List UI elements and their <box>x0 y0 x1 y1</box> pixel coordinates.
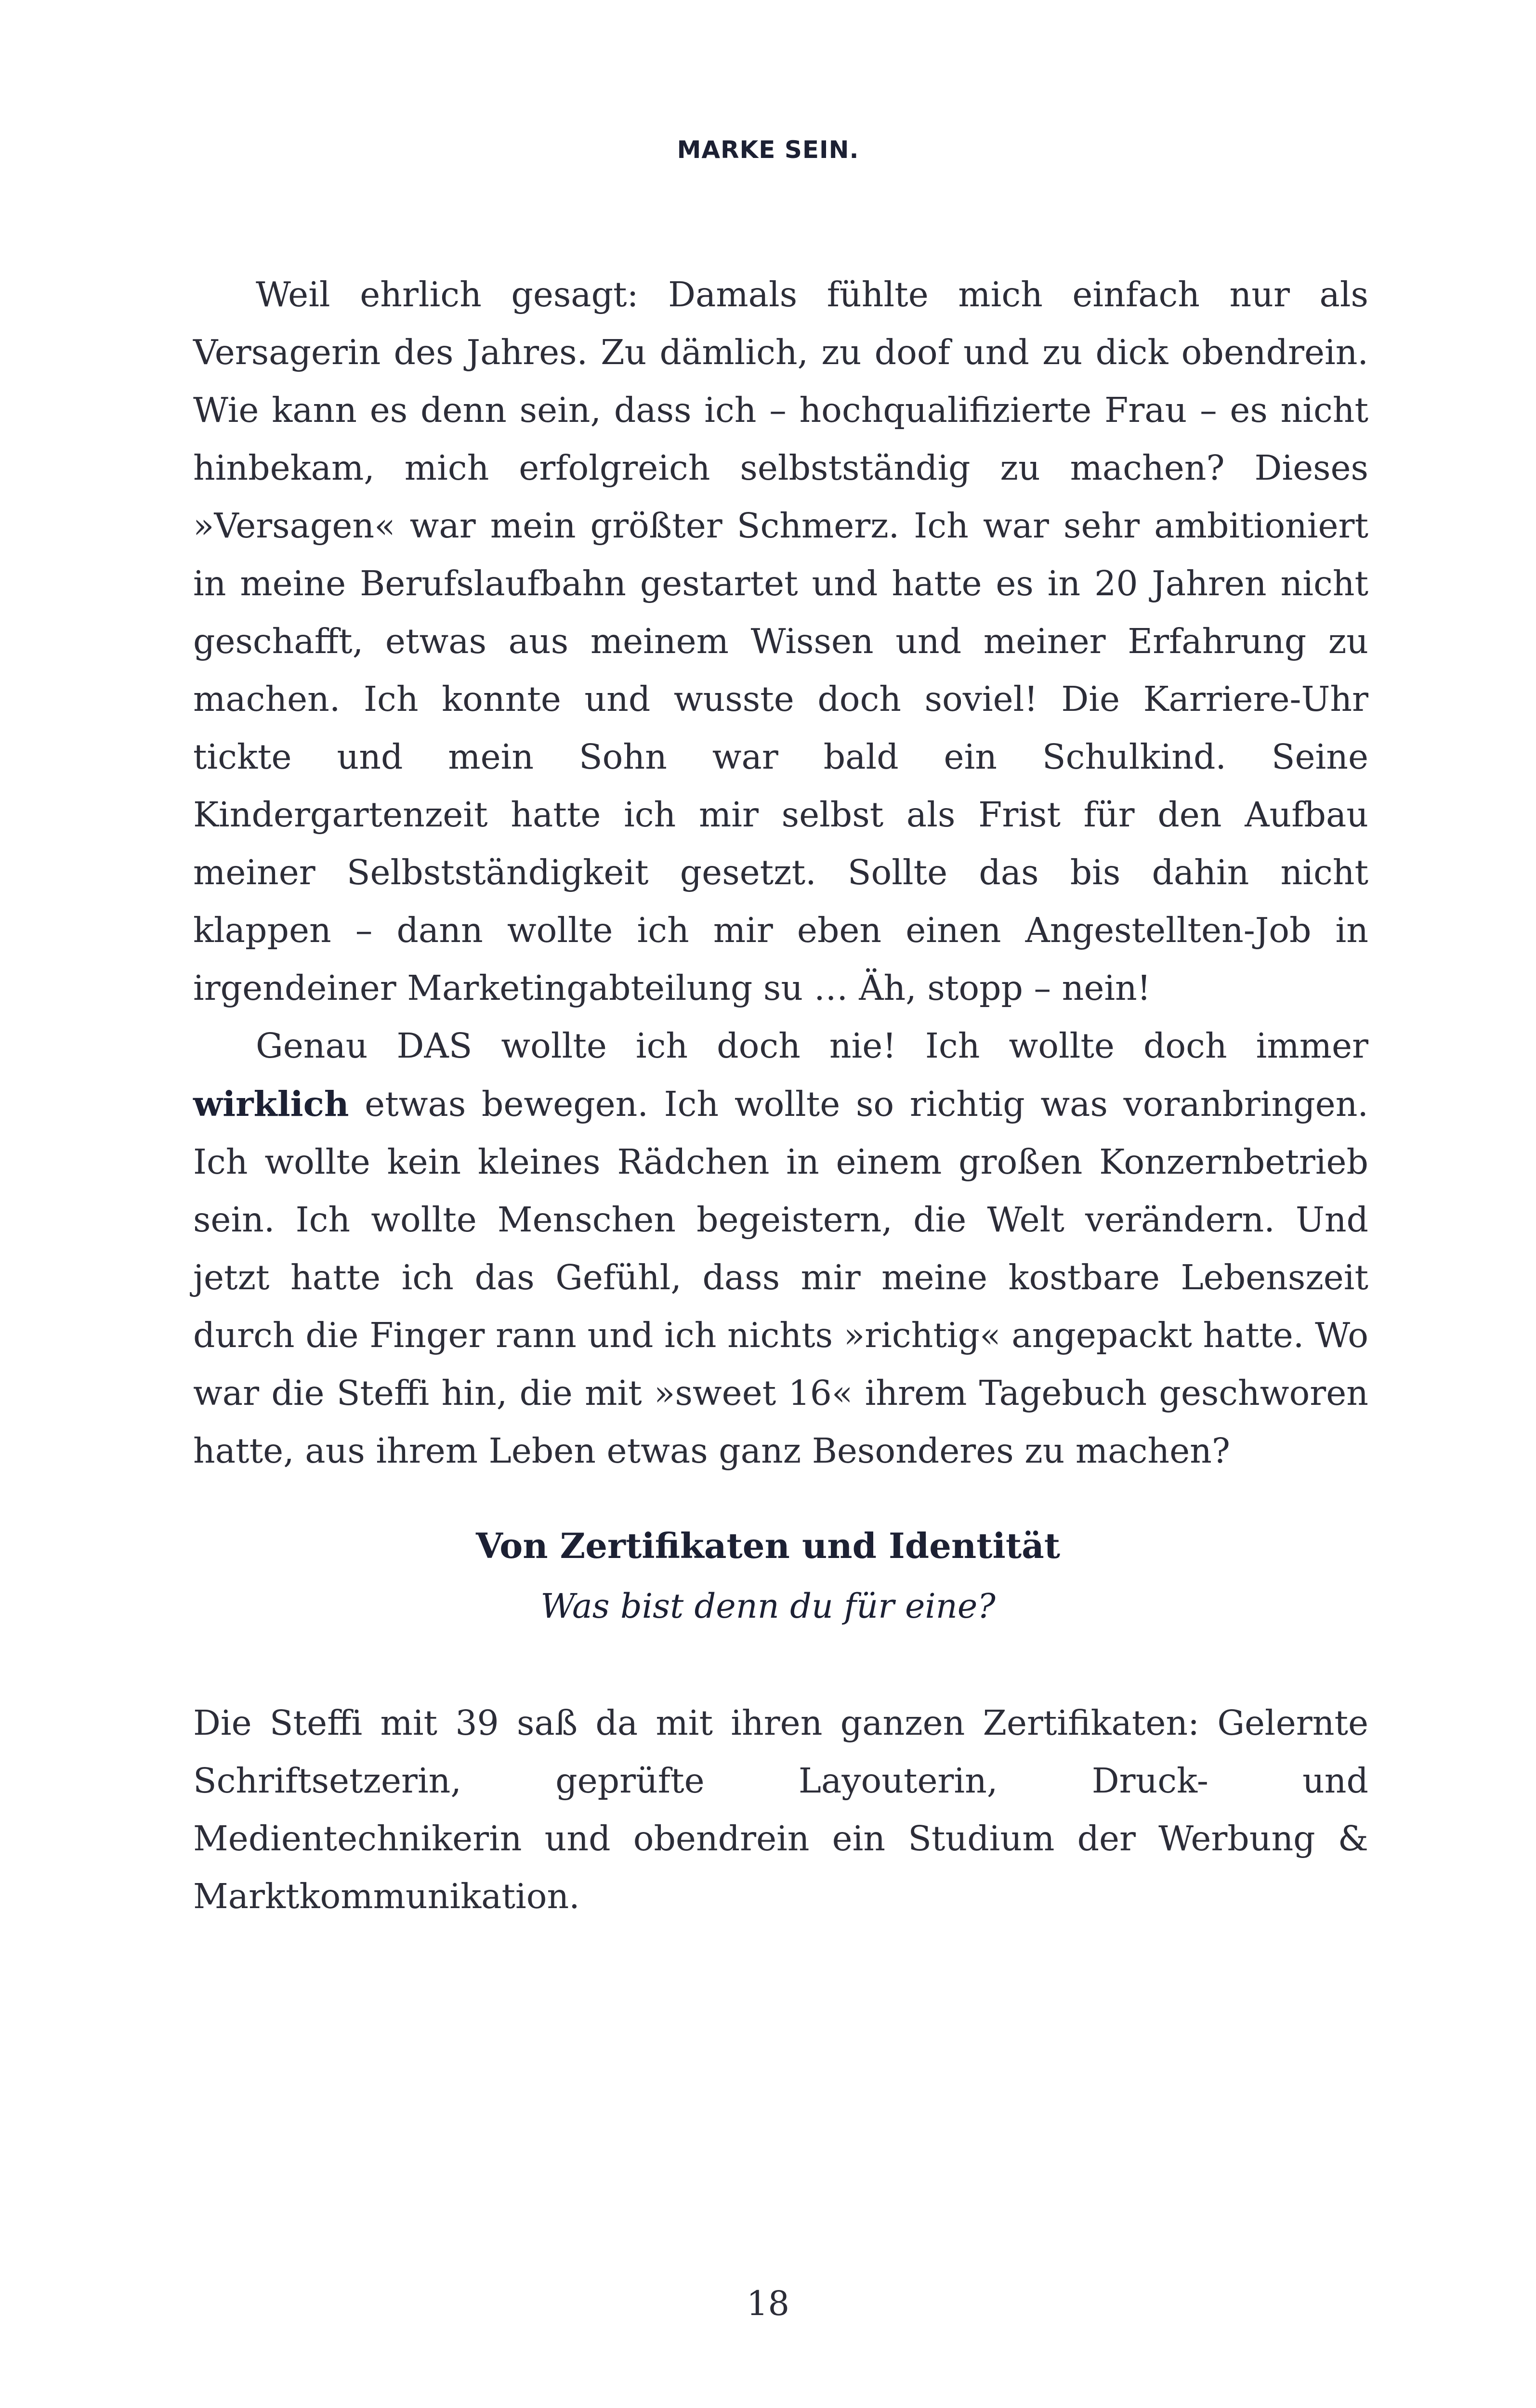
section-heading: Von Zertifikaten und Identität <box>475 1525 1061 1566</box>
running-head: MARKE SEIN. <box>677 136 859 164</box>
paragraph <box>193 1017 1368 1480</box>
page-number: 18 <box>746 2284 790 2323</box>
section-text-block <box>193 1694 1368 1925</box>
paragraph: Weil ehrlich gesagt: Damals fühlte mich einfach nur als Versagerin des Jahres. Zu dämlich, zu doof und zu dick obendrein. Wie kann es denn sein, dass ich – hochqualifizierte Frau – es nicht hinbekam, mich erfolgreich selbstständig zu machen? Dieses »Versagen« war mein größter Schmerz. Ich war sehr ambitioniert in meine Berufslaufbahn gestartet und hatte es in 20 Jahren nicht geschafft, etwas aus meinem Wissen und meiner Erfahrung zu machen. Ich konnte und wusste doch soviel! Die Karriere-Uhr tickte und mein Sohn war bald ein Schulkind. Seine Kindergartenzeit hatte ich mir selbst als Frist für den Aufbau meiner Selbstständigkeit gesetzt. Sollte das bis dahin nicht klappen – dann wollte ich mir eben einen Angestellten-Job in irgendeiner Marketingabteilung su … Äh, stopp – nein! <box>193 275 1368 1008</box>
section-subheading: Was bist denn du für eine? <box>540 1586 996 1626</box>
paragraph-text: Genau DAS wollte ich doch nie! Ich wollte doch immer <box>256 1026 1368 1066</box>
body-text-block <box>193 266 1368 1480</box>
emphasized-word: wirklich <box>193 1084 349 1124</box>
paragraph-text: etwas bewegen. Ich wollte so richtig was voranbringen. Ich wollte kein kleines Rädchen in einem großen Konzernbetrieb sein. Ich wollte Menschen begeistern, die Welt verändern. Und jetzt hatte ich das Gefühl, dass mir meine kostbare Lebenszeit durch die Finger rann und ich nichts »richtig« angepackt hatte. Wo war die Steffi hin, die mit »sweet 16« ihrem Tagebuch geschworen hatte, aus ihrem Leben etwas ganz Besonderes zu machen? <box>193 1084 1368 1471</box>
paragraph: Die Steffi mit 39 saß da mit ihren ganzen Zertifikaten: Gelernte Schriftsetzerin, geprüfte Layouterin, Druck- und Medientechnikerin und obendrein ein Studium der Werbung & Marktkommunikation. <box>193 1703 1368 1916</box>
